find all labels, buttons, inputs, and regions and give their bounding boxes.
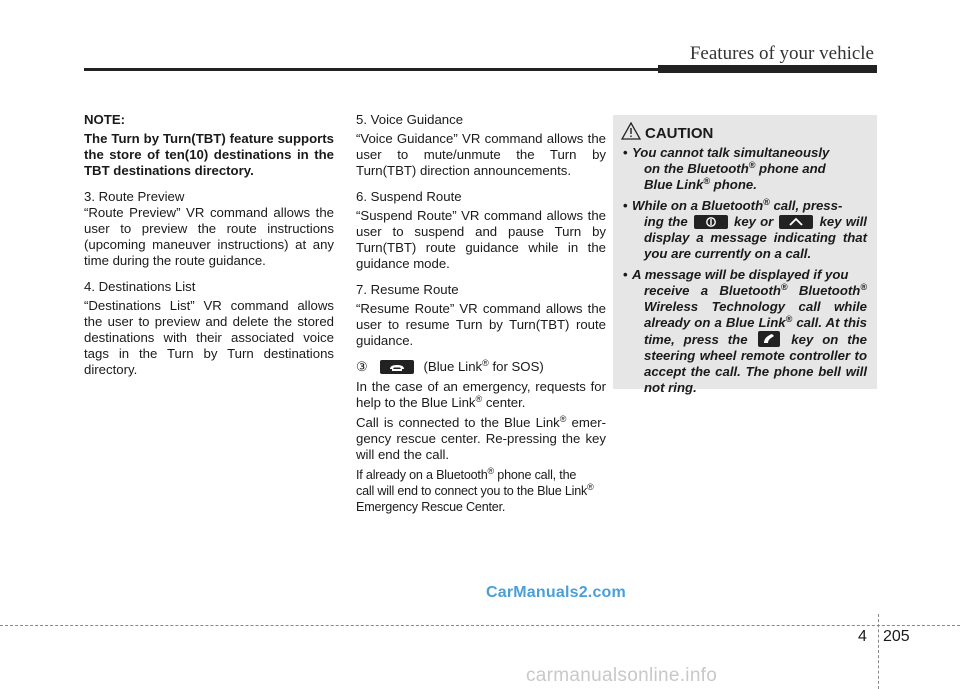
item2-text-d: key or: [729, 214, 774, 229]
resume-route-text: “Resume Route” VR command allows the user to resume Turn by Turn(TBT) route guidance.: [356, 301, 606, 348]
route-preview-title: 3. Route Preview: [84, 189, 185, 204]
sos-heading: [356, 359, 606, 375]
caution-item-1: [623, 145, 867, 193]
header-rule: [84, 68, 660, 71]
middle-column: [356, 112, 606, 525]
item3-text-c: Bluetooth: [787, 283, 861, 298]
p2-text: Call is connected to the Blue Link: [356, 415, 560, 430]
item1-text-e: phone.: [710, 177, 757, 192]
item2-cont: [632, 214, 867, 262]
item3-text-e: call. At this time, press the: [644, 315, 867, 347]
warning-triangle-icon: [621, 122, 641, 145]
destinations-title: 4. Destinations List: [84, 279, 196, 294]
chapter-number: 4: [858, 628, 867, 645]
note-text: The Turn by Turn(TBT) feature supports the store of ten(10) destinations in the TBT destinations directory.: [84, 131, 334, 178]
registered-mark: ®: [475, 394, 483, 404]
bullet: •: [623, 198, 628, 213]
item1-line1: You cannot talk simultaneously: [632, 145, 830, 160]
call-key-icon: [758, 331, 780, 347]
p3-text: If already on a Bluetooth: [356, 468, 488, 482]
item2-line1: While on a Bluetooth: [632, 198, 764, 213]
note-label: NOTE:: [84, 112, 126, 127]
p3-line3: Emergency Rescue Center.: [356, 500, 506, 514]
footer-divider: [878, 614, 879, 689]
item1-text-c: phone and: [755, 161, 826, 176]
footer-rule: [0, 625, 960, 626]
registered-mark: ®: [748, 160, 756, 170]
registered-mark: ®: [587, 482, 594, 492]
item2-text-c: ing the: [644, 214, 688, 229]
end-call-key-icon: [779, 215, 813, 229]
sos-paragraph-1: [356, 379, 606, 411]
caution-box: [613, 115, 877, 395]
registered-mark: ®: [780, 282, 788, 292]
item3-text-d: Wireless Technology call while already on a Blue Link: [644, 299, 867, 330]
registered-mark: ®: [487, 466, 494, 476]
p3-line2: call will end to connect you to the Blue Link: [356, 484, 588, 498]
registered-mark: ®: [860, 282, 867, 292]
left-column: [84, 112, 334, 388]
sos-label: [424, 359, 544, 374]
destinations-text: “Destinations List” VR command allows the user to preview and delete the stored destinations with their associated voice tags in the Turn by Turn destinations directory.: [84, 298, 334, 377]
page-number: 205: [883, 628, 910, 645]
bullet: •: [623, 145, 628, 160]
item3-text-b: receive a Bluetooth: [644, 283, 781, 298]
voice-guidance-text: “Voice Guidance” VR command allows the user to mute/unmute the Turn by Turn(TBT) direction announcements.: [356, 131, 606, 178]
p1-suffix: center.: [482, 395, 526, 410]
item3-line1: A message will be displayed if you: [632, 267, 849, 282]
p2-suffix: emergency rescue center. Re-pressing the key will end the call.: [356, 415, 606, 462]
item3-cont: [632, 283, 867, 396]
bullet: •: [623, 267, 628, 282]
item1-text-d: Blue Link: [644, 177, 704, 192]
registered-mark: ®: [559, 414, 567, 424]
resume-route-title: 7. Resume Route: [356, 282, 459, 297]
section-title: Features of your vehicle: [689, 43, 874, 64]
voice-guidance-title: 5. Voice Guidance: [356, 112, 464, 127]
suspend-route-title: 6. Suspend Route: [356, 189, 462, 204]
item2-text-b: call, press-: [769, 198, 843, 213]
item1-text-b: on the Bluetooth: [644, 161, 749, 176]
caution-list: [623, 145, 867, 401]
header-rule-accent: [658, 65, 877, 73]
bluelink-key-icon: [694, 215, 728, 229]
registered-mark: ®: [763, 197, 770, 207]
watermark-carmanuals2[interactable]: CarManuals2.com: [486, 584, 626, 601]
watermark-carmanualsonline[interactable]: carmanualsonline.info: [526, 665, 718, 686]
sos-paragraph-2: [356, 415, 606, 463]
caution-item-3: [623, 267, 867, 396]
registered-mark: ®: [482, 358, 489, 368]
registered-mark: ®: [703, 176, 710, 186]
sos-label-suffix: for SOS): [488, 359, 544, 374]
item2-text-e: key will display a message indicating that you are currently on a call.: [644, 214, 867, 261]
phone-sos-key-icon: [380, 360, 414, 374]
p3-suffix: phone call, the: [493, 468, 577, 482]
sos-number: ③: [356, 359, 368, 374]
caution-header: [621, 123, 713, 143]
caution-item-2: [623, 198, 867, 262]
suspend-route-text: “Suspend Route” VR command allows the user to suspend and pause Turn by Turn(TBT) route guidance while in the guidance mode.: [356, 208, 606, 271]
sos-label-text: (Blue Link: [423, 359, 483, 374]
sos-paragraph-3: [356, 467, 606, 515]
caution-title: CAUTION: [645, 124, 714, 142]
route-preview-text: “Route Preview” VR command allows the user to preview the route instructions (upcoming maneuver instructions) at any time during the route guidance.: [84, 205, 334, 268]
item3-text-f: key on the steering wheel remote controller to accept the call. The phone bell will not ring.: [644, 332, 867, 395]
registered-mark: ®: [785, 314, 793, 324]
item1-cont: [632, 161, 867, 193]
p1-text: In the case of an emergency, requests for help to the Blue Link: [356, 379, 606, 410]
